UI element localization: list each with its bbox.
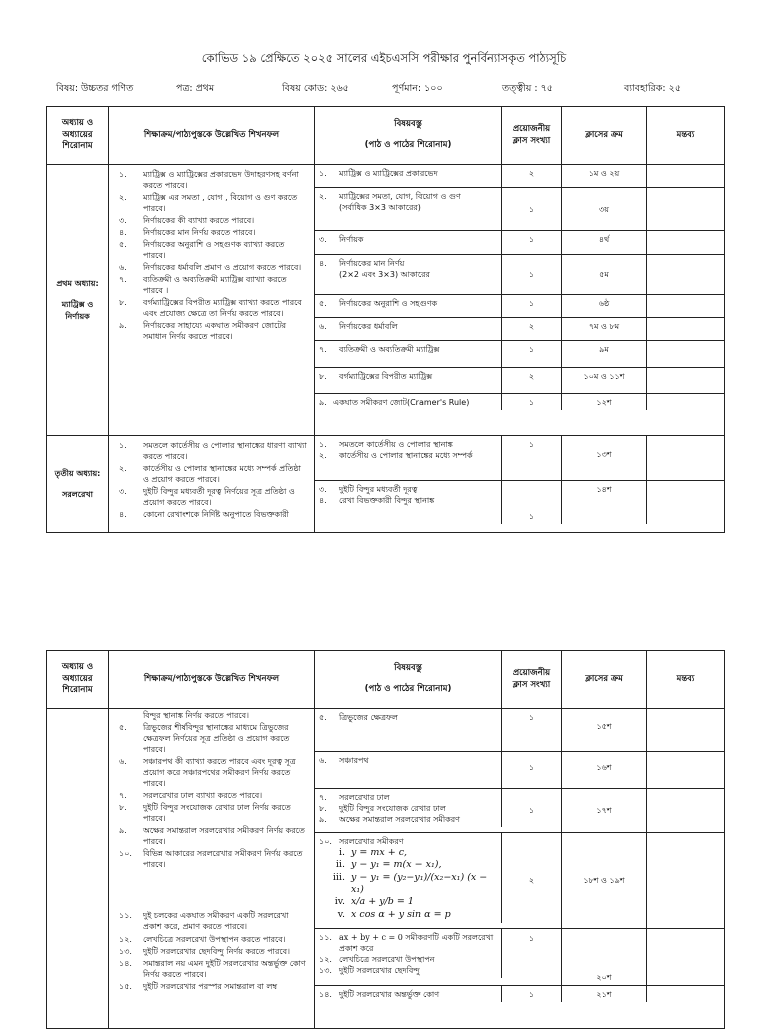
outcome-item: ৫. ত্রিভুজের শীর্ষবিন্দুর স্থানাঙ্কের মাধ্যমে ত্রিভুজের ক্ষেত্রফল নির্ণয়ের সূত্র প্রতিষ্ঠা ও প্রয়োগ করতে পারবে। xyxy=(119,723,290,755)
outcome-item: ২. ম্যাট্রিক্স এর সমতা , যোগ , বিয়োগ ও গুণ করতে পারবে। xyxy=(119,193,298,214)
header-chapter: অধ্যায় ও অধ্যায়ের শিরোনাম xyxy=(47,107,109,165)
chapter-1-title: প্রথম অধ্যায়: ম্যাট্রিক্স ও নির্ণায়ক xyxy=(47,165,109,436)
content-row: ৬. সঞ্চারপথ ১ ১৬শ xyxy=(315,752,724,789)
outcome-item: ৭. ব্যতিক্রমী ও অব্যতিক্রমী ম্যাট্রিক্স ব্যাখ্যা করতে পারবে । xyxy=(119,275,287,296)
table-header-row xyxy=(47,107,725,165)
equation-line: i. y = mx + c, xyxy=(338,847,408,859)
content-row: ৯. একঘাত সমীকরণ জোট(Cramer's Rule) ১ ১২শ xyxy=(315,394,724,410)
equation-line: iv. x/a + y/b = 1 xyxy=(334,896,414,908)
table-header-row xyxy=(47,651,725,709)
header-classes: প্রয়োজনীয় ক্লাস সংখ্যা xyxy=(502,107,562,165)
chapter-3-content-continued xyxy=(315,709,725,1029)
syllabus-table-1 xyxy=(46,106,725,533)
outcome-item: ৮. বর্গম্যাট্রিক্সের বিপরীত ম্যাট্রিক্স ব্যাখ্যা করতে পারবে এবং প্রযোজ্য ক্ষেত্রে তা নির্ণয় করতে পারবে। xyxy=(119,298,302,319)
content-row: ৫. ত্রিভুজের ক্ষেত্রফল ১ ১৫শ xyxy=(315,709,724,752)
outcome-item: ১১. দুই চলকের একঘাত সমীকরণ একটি সরলরেখা প্রকাশ করে, প্রমাণ করতে পারবে। xyxy=(119,911,289,932)
chapter-3-outcomes-continued xyxy=(109,709,315,1029)
content-row: ১০. সরলরেখার সমীকরণ i. y = mx + c, ii. y − y₁ = m(x − x₁), iii. y − y₁ = (y₂−y₁)/(x₂−x₁) (x − x₁) iv. x/a + y/b = 1 v. x cos α + y sin α = p ২ ১৮শ ও ১৯শ xyxy=(315,833,724,929)
content-row: ৪. নির্ণায়কের মান নির্ণয় (2×2 এবং 3×3) আকারের ১ ৫ম xyxy=(315,255,724,295)
chapter-3-continued-row xyxy=(47,709,725,1029)
header-content: বিষয়বস্তু (পাঠ ও পাঠের শিরোনাম) xyxy=(315,107,502,165)
outcome-item: ১. সমতলে কার্তেসীয় ও পোলার স্থানাঙ্কের ধারণা ব্যাখ্যা করতে পারবে। xyxy=(119,441,307,462)
outcome-item: ৩. দুইটি বিন্দুর মধ্যবর্তী দূরত্ব নির্ণয়ের সূত্র প্রতিষ্ঠা ও প্রয়োগ করতে পারবে। xyxy=(119,487,295,508)
content-row: ১১. ax + by + c = 0 সমীকরণটি একটি সরলরেখা প্রকাশ করে ১২. লেখচিত্রে সরলরেখা উপস্থাপন ১৩. দুইটি সরলরেখার ছেদবিন্দু ১ ২০শ xyxy=(315,929,724,986)
meta-full-marks: পূর্ণমান: ১০০ xyxy=(392,83,443,94)
outcome-item: ১২. লেখচিত্রে সরলরেখা উপস্থাপন করতে পারবে। xyxy=(119,934,286,944)
chapter-3-row xyxy=(47,436,725,533)
outcome-item: বিন্দুর স্থানাঙ্ক নির্ণয় করতে পারবে। xyxy=(143,711,249,720)
header-order: ক্লাসের ক্রম xyxy=(562,107,647,165)
outcome-item: ১৪. সমান্তরাল নয় এমন দুইটি সরলরেখার অন্তর্ভুক্ত কোণ নির্ণয় করতে পারবে। xyxy=(119,958,306,979)
meta-paper: পত্র: প্রথম xyxy=(176,83,215,94)
content-row: ৭. ব্যতিক্রমী ও অব্যতিক্রমী ম্যাট্রিক্স ১ ৯ম xyxy=(315,341,724,368)
content-row: ৩. নির্ণায়ক ১ ৪র্থ xyxy=(315,231,724,255)
content-row: ৮. বর্গম্যাট্রিক্সের বিপরীত ম্যাট্রিক্স ২ ১০ম ও ১১শ xyxy=(315,368,724,394)
outcome-item: ৫. নির্ণায়কের অনুরাশি ও সহগুণক ব্যাখ্যা করতে পারবে। xyxy=(119,240,285,261)
content-row: ১. সমতলে কার্তেসীয় ও পোলার স্থানাঙ্ক ২. কার্তেসীয় ও পোলার স্থানাঙ্কের মধ্যে সম্পর্ক ১ ১৩শ xyxy=(315,436,724,481)
chapter-3-outcomes xyxy=(109,436,315,533)
equation-line: ii. y − y₁ = m(x − x₁), xyxy=(335,859,442,871)
header-remarks: মন্তব্য xyxy=(647,651,725,709)
header-remarks: মন্তব্য xyxy=(647,107,725,165)
page-title: কোভিড ১৯ প্রেক্ষিতে ২০২৫ সালের এইচএসসি পরীক্ষার পুনর্বিন্যাসকৃত পাঠ্যসূচি xyxy=(201,51,567,65)
content-row: ৫. নির্ণায়কের অনুরাশি ও সহগুণক ১ ৬ষ্ঠ xyxy=(315,295,724,318)
content-row: ৭. সরলরেখার ঢাল ৮. দুইটি বিন্দুর সংযোজক রেখার ঢাল ৯. অক্ষের সমান্তরাল সরলরেখার সমীকরণ ১ ১৭শ xyxy=(315,789,724,833)
outcome-item: ৯. অক্ষের সমান্তরাল সরলরেখার সমীকরণ নির্ণয় করতে পারবে। xyxy=(119,826,305,847)
outcome-item: ১৩. দুইটি সরলরেখার ছেদবিন্দু নির্ণয় করতে পারবে। xyxy=(119,946,290,956)
header-classes: প্রয়োজনীয় ক্লাস সংখ্যা xyxy=(502,651,562,709)
header-content: বিষয়বস্তু (পাঠ ও পাঠের শিরোনাম) xyxy=(315,651,502,709)
header-chapter: অধ্যায় ও অধ্যায়ের শিরোনাম xyxy=(47,651,109,709)
outcome-item: ৬. নির্ণায়কের ধর্মাবলি প্রমাণ ও প্রয়োগ করতে পারবে। xyxy=(119,263,302,273)
outcome-item: ৭. সরলরেখার ঢাল ব্যাখ্যা করতে পারবে। xyxy=(119,791,263,801)
chapter-3-title: তৃতীয় অধ্যায়: সরলরেখা xyxy=(47,436,109,533)
meta-code: বিষয় কোড: ২৬৫ xyxy=(282,83,349,94)
content-row: ২. ম্যাট্রিক্সের সমতা, যোগ, বিয়োগ ও গুণ (সর্বাধিক 3×3 আকারের) ১ ৩য় xyxy=(315,188,724,231)
outcome-item: ৩. নির্ণায়কের কী ব্যাখ্যা করতে পারবে। xyxy=(119,216,255,226)
chapter-1-outcomes xyxy=(109,165,315,436)
content-row: ১. ম্যাট্রিক্স ও ম্যাট্রিক্সের প্রকারভেদ ২ ১ম ও ২য় xyxy=(315,165,724,188)
meta-subject: বিষয়: উচ্চতর গণিত xyxy=(56,83,134,94)
content-row: ১৪. দুইটি সরলরেখার অন্তর্ভুক্ত কোণ ১ ২১শ xyxy=(315,986,724,1002)
outcome-item: ৬. সঞ্চারপথ কী ব্যাখ্যা করতে পারবে এবং দূরত্ব সূত্র প্রয়োগ করে সঞ্চারপথের সমীকরণ নির্ণয় করতে পারবে। xyxy=(119,757,296,789)
outcome-item: ১. ম্যাট্রিক্স ও ম্যাট্রিক্সের প্রকারভেদ উদাহরণসহ বর্ণনা করতে পারবে। xyxy=(119,170,299,191)
syllabus-table-2 xyxy=(46,650,725,1029)
content-row: ৩. দুইটি বিন্দুর মধ্যবর্তী দূরত্ব ৪. রেখা বিভক্তকারী বিন্দুর স্থানাঙ্ক ১ ১৪শ xyxy=(315,481,724,524)
content-row: ৬. নির্ণায়কের ধর্মাবলি ২ ৭ম ও ৮ম xyxy=(315,318,724,341)
chapter-3-content xyxy=(315,436,725,533)
outcome-item: ১০. বিভিন্ন আকারের সরলরেখার সমীকরণ নির্ণয় করতে পারবে। xyxy=(119,849,303,870)
meta-practical: ব্যাবহারিক: ২৫ xyxy=(624,83,681,94)
equation-line: iii. y − y₁ = (y₂−y₁)/(x₂−x₁) (x − x₁) xyxy=(332,871,488,896)
header-outcome: শিক্ষাক্রম/পাঠ্যপুস্তকে উল্লেখিত শিখনফল xyxy=(109,651,315,709)
header-outcome: শিক্ষাক্রম/পাঠ্যপুস্তকে উল্লেখিত শিখনফল xyxy=(109,107,315,165)
outcome-item: ৪. কোনো রেখাংশকে নির্দিষ্ট অনুপাতে বিভক্তকারী xyxy=(119,510,289,520)
outcome-item: ৮. দুইটি বিন্দুর সংযোজক রেখার ঢাল নির্ণয় করতে পারবে। xyxy=(119,803,291,824)
equation-line: v. x cos α + y sin α = p xyxy=(337,908,451,920)
chapter-1-row xyxy=(47,165,725,436)
meta-theory: তত্ত্বীয় : ৭৫ xyxy=(502,83,553,94)
chapter-cell-empty xyxy=(47,709,109,1029)
outcome-item: ৪. নির্ণায়কের মান নির্ণয় করতে পারবে। xyxy=(119,228,256,238)
outcome-item: ২. কার্তেসীয় ও পোলার স্থানাঙ্কের মধ্যে সম্পর্ক প্রতিষ্ঠা ও প্রয়োগ করতে পারবে। xyxy=(119,464,301,485)
outcome-item: ১৫. দুইটি সরলরেখার পরস্পর সমান্তরাল বা লম্ব xyxy=(119,981,278,991)
header-order: ক্লাসের ক্রম xyxy=(562,651,647,709)
chapter-1-content xyxy=(315,165,725,436)
outcome-item: ৯. নির্ণায়কের সাহায্যে একঘাত সমীকরণ জোটের সমাধান নির্ণয় করতে পারবে। xyxy=(119,321,287,342)
